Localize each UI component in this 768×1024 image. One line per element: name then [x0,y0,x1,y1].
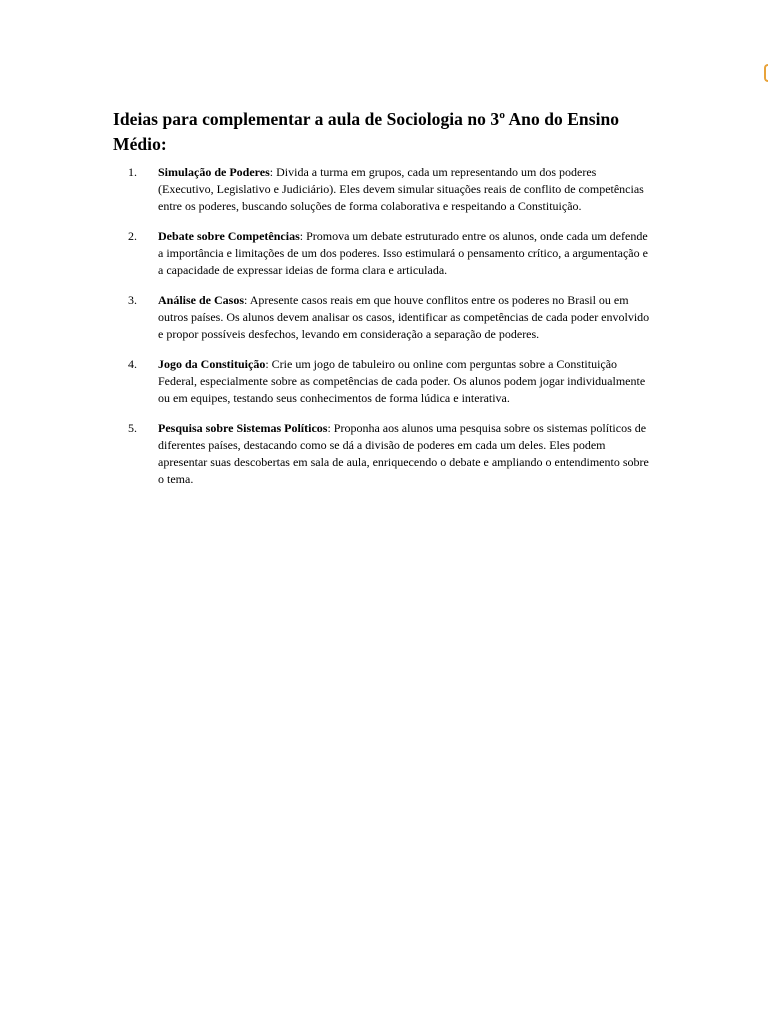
ideas-list [113,164,653,488]
list-item-text: : Promova um debate estruturado entre os alunos, onde cada um defende a importância e limitações de um dos poderes. Isso estimulará o pensamento crítico, a argumentação e a capacidade de expressar ideias de forma clara e articulada. [158,229,648,277]
list-item [113,228,653,279]
list-item-text: : Divida a turma em grupos, cada um representando um dos poderes (Executivo, Legislativo e Judiciário). Eles devem simular situações reais de conflito de competências entre os poderes, buscando soluções de forma colaborativa e respeitando a Constituição. [158,165,644,213]
list-item-title: Debate sobre Competências [158,229,300,243]
scroll-edge-marker[interactable] [764,64,768,82]
list-item-title: Jogo da Constituição [158,357,266,371]
list-item-number: 4. [128,357,137,371]
list-item-title: Simulação de Poderes [158,165,270,179]
list-item-text: : Proponha aos alunos uma pesquisa sobre os sistemas políticos de diferentes países, destacando como se dá a divisão de poderes em cada um deles. Eles podem apresentar suas descobertas em sala de aula, enriquecendo o debate e ampliando o entendimento sobre o tema. [158,421,649,486]
document-title: Ideias para complementar a aula de Sociologia no 3º Ano do Ensino Médio: [113,109,620,154]
list-item-text: : Apresente casos reais em que houve conflitos entre os poderes no Brasil ou em outros países. Os alunos devem analisar os casos, identificar as competências de cada poder envolvido e propor possíveis desfechos, levando em consideração a separação de poderes. [158,293,650,341]
list-item [113,420,653,488]
list-item-number: 1. [128,165,137,179]
list-item-number: 3. [128,293,137,307]
list-item [113,356,653,407]
list-item-title: Pesquisa sobre Sistemas Políticos [158,421,328,435]
list-item-number: 5. [128,421,137,435]
list-item-text: : Crie um jogo de tabuleiro ou online com perguntas sobre a Constituição Federal, especialmente sobre as competências de cada poder. Os alunos podem jogar individualmente ou em equipes, testando seus conhecimentos de forma lúdica e interativa. [158,357,646,405]
list-item-title: Análise de Casos [158,293,245,307]
list-item [113,292,653,343]
document-body [113,107,653,501]
list-item-number: 2. [128,229,137,243]
list-item [113,164,653,215]
